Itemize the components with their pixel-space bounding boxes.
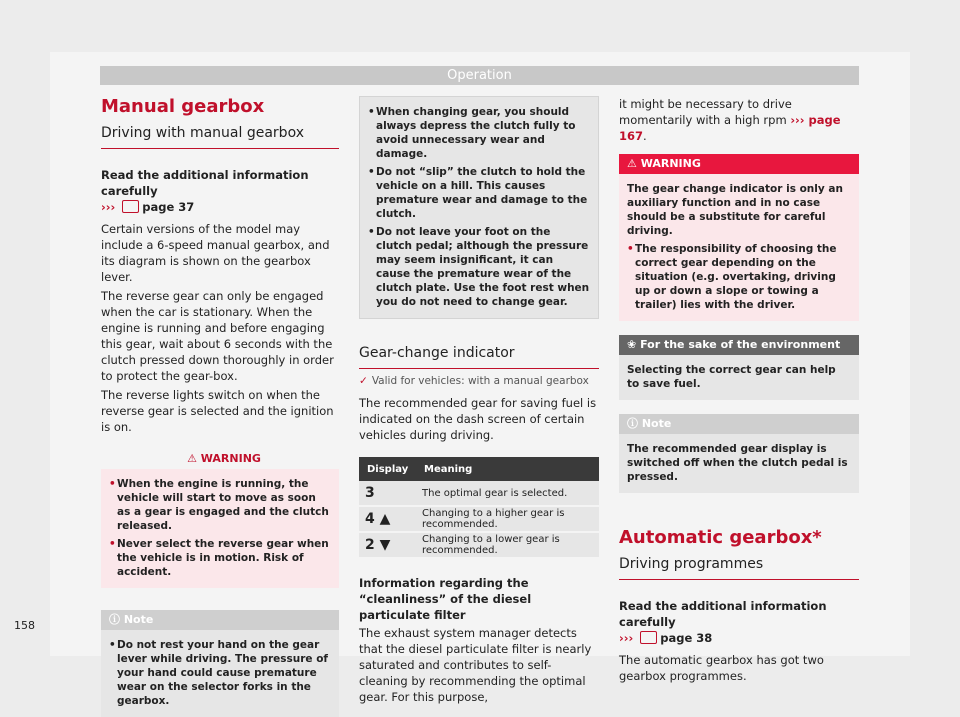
list-item: • Do not leave your foot on the clutch pedal; although the pressure may seem insignificant, it can cause the premature wear of the clutch plate. Use the foot rest when you do not need to change gear. [368,226,590,308]
table-cell: The optimal gear is selected. [416,481,599,506]
check-icon: ✓ [359,375,368,387]
leaf-icon: ❀ [627,338,637,351]
column-2 [359,96,599,705]
subheading: Information regarding the “cleanliness” of the diesel particulate filter [359,576,532,622]
warning-header: ⚠ WARNING [619,154,859,174]
paragraph: The automatic gearbox has got two gearbox programmes. [619,653,824,683]
read-info: Read the additional information carefully ››› page 37 [101,168,309,214]
paragraph: The reverse lights switch on when the reverse gear is selected and the ignition is on. [101,388,334,434]
note-box [619,414,859,493]
table-row [359,506,599,532]
note-box [101,610,339,717]
warning-header: ⚠ WARNING [101,449,339,469]
note-body: The recommended gear display is switched off when the clutch pedal is pressed. [619,434,859,493]
page-ref-link[interactable]: page 37 [142,200,195,214]
gear-display: 4 ▲ [359,506,416,532]
list-item: • When changing gear, you should always depress the clutch fully to avoid unnecessary wear and damage. [368,106,576,160]
table-row [359,532,599,558]
section-subtitle: Driving with manual gearbox [101,125,339,149]
table-header: Meaning [416,457,599,481]
page-ref-link[interactable]: page 38 [660,631,713,645]
page-number: 158 [14,619,35,632]
list-item: • Never select the reverse gear when the vehicle is in motion. Risk of accident. [109,538,329,578]
warning-icon: ⚠ [187,452,197,465]
gear-display: 2 ▼ [359,532,416,558]
section-title: Manual gearbox [101,96,265,117]
arrow-up-icon: ▲ [379,511,391,527]
note-header: ⓘ Note [619,414,859,434]
read-info: Read the additional information carefully ››› page 38 [619,599,827,645]
table-row [359,481,599,506]
gear-table [359,457,599,559]
note-header: ⓘ Note [101,610,339,630]
column-3 [619,96,859,684]
arrow-down-icon: ▼ [379,537,391,553]
paragraph: The exhaust system manager detects that the diesel particulate filter is nearly saturated and contributes to self-cleaning by recommending the optimal gear. For this purpose, [359,626,592,704]
page-ref-link[interactable]: ››› page 167 [619,113,841,143]
warning-box [101,449,339,588]
environment-body: Selecting the correct gear can help to save fuel. [619,355,859,400]
paragraph: The reverse gear can only be engaged when the car is stationary. When the engine is running and before engaging this gear, wait about 6 seconds with the clutch pressed down thoroughly in order to protect the gear-box. [101,289,334,383]
paragraph: The recommended gear for saving fuel is indicated on the dash screen of certain vehicles during driving. [359,396,597,442]
warning-box [619,154,859,321]
page [14,52,910,707]
section-subtitle: Driving programmes [619,556,859,580]
environment-header: ❀ For the sake of the environment [619,335,859,355]
book-icon [640,631,657,644]
section-title: Gear-change indicator [359,345,599,369]
info-icon: ⓘ [627,417,638,430]
warning-body [101,469,339,588]
gear-display: 3 [359,481,416,506]
list-item: • When the engine is running, the vehicle will start to move as soon as a gear is engaged and the clutch released. [109,478,329,532]
paragraph: it might be necessary to drive momentarily with a high rpm ››› page 167. [619,97,841,143]
column-1 [101,96,339,717]
table-header: Display [359,457,416,481]
list-item: • The responsibility of choosing the correct gear depending on the situation (e.g. overtaking, driving up or down a slope or towing a trailer) lies with the driver. [627,243,837,311]
page-header: Operation [100,66,859,85]
environment-box [619,335,859,400]
caution-box [359,96,599,319]
section-title: Automatic gearbox* [619,527,822,548]
paragraph: Certain versions of the model may include a 6-speed manual gearbox, and its diagram is shown on the gearbox lever. [101,222,330,284]
info-icon: ⓘ [109,613,120,626]
valid-note: ✓ Valid for vehicles: with a manual gearbox [359,375,589,387]
warning-icon: ⚠ [627,157,637,170]
table-cell: Changing to a higher gear is recommended. [416,506,599,532]
list-item: • Do not “slip” the clutch to hold the vehicle on a hill. This causes premature wear and damage to the clutch. [368,166,588,220]
note-body [101,630,339,717]
list-item: • Do not rest your hand on the gear lever while driving. The pressure of your hand could cause premature wear on the selector forks in the gearbox. [109,639,328,707]
warning-body: The gear change indicator is only an auxiliary function and in no case should be a substitute for careful driving. • The responsibility of choosing the correct gear depending on the situation (e.g. overtaking, driving up or down a slope or towing a trailer) lies with the driver. [619,174,859,321]
table-cell: Changing to a lower gear is recommended. [416,532,599,558]
book-icon [122,200,139,213]
